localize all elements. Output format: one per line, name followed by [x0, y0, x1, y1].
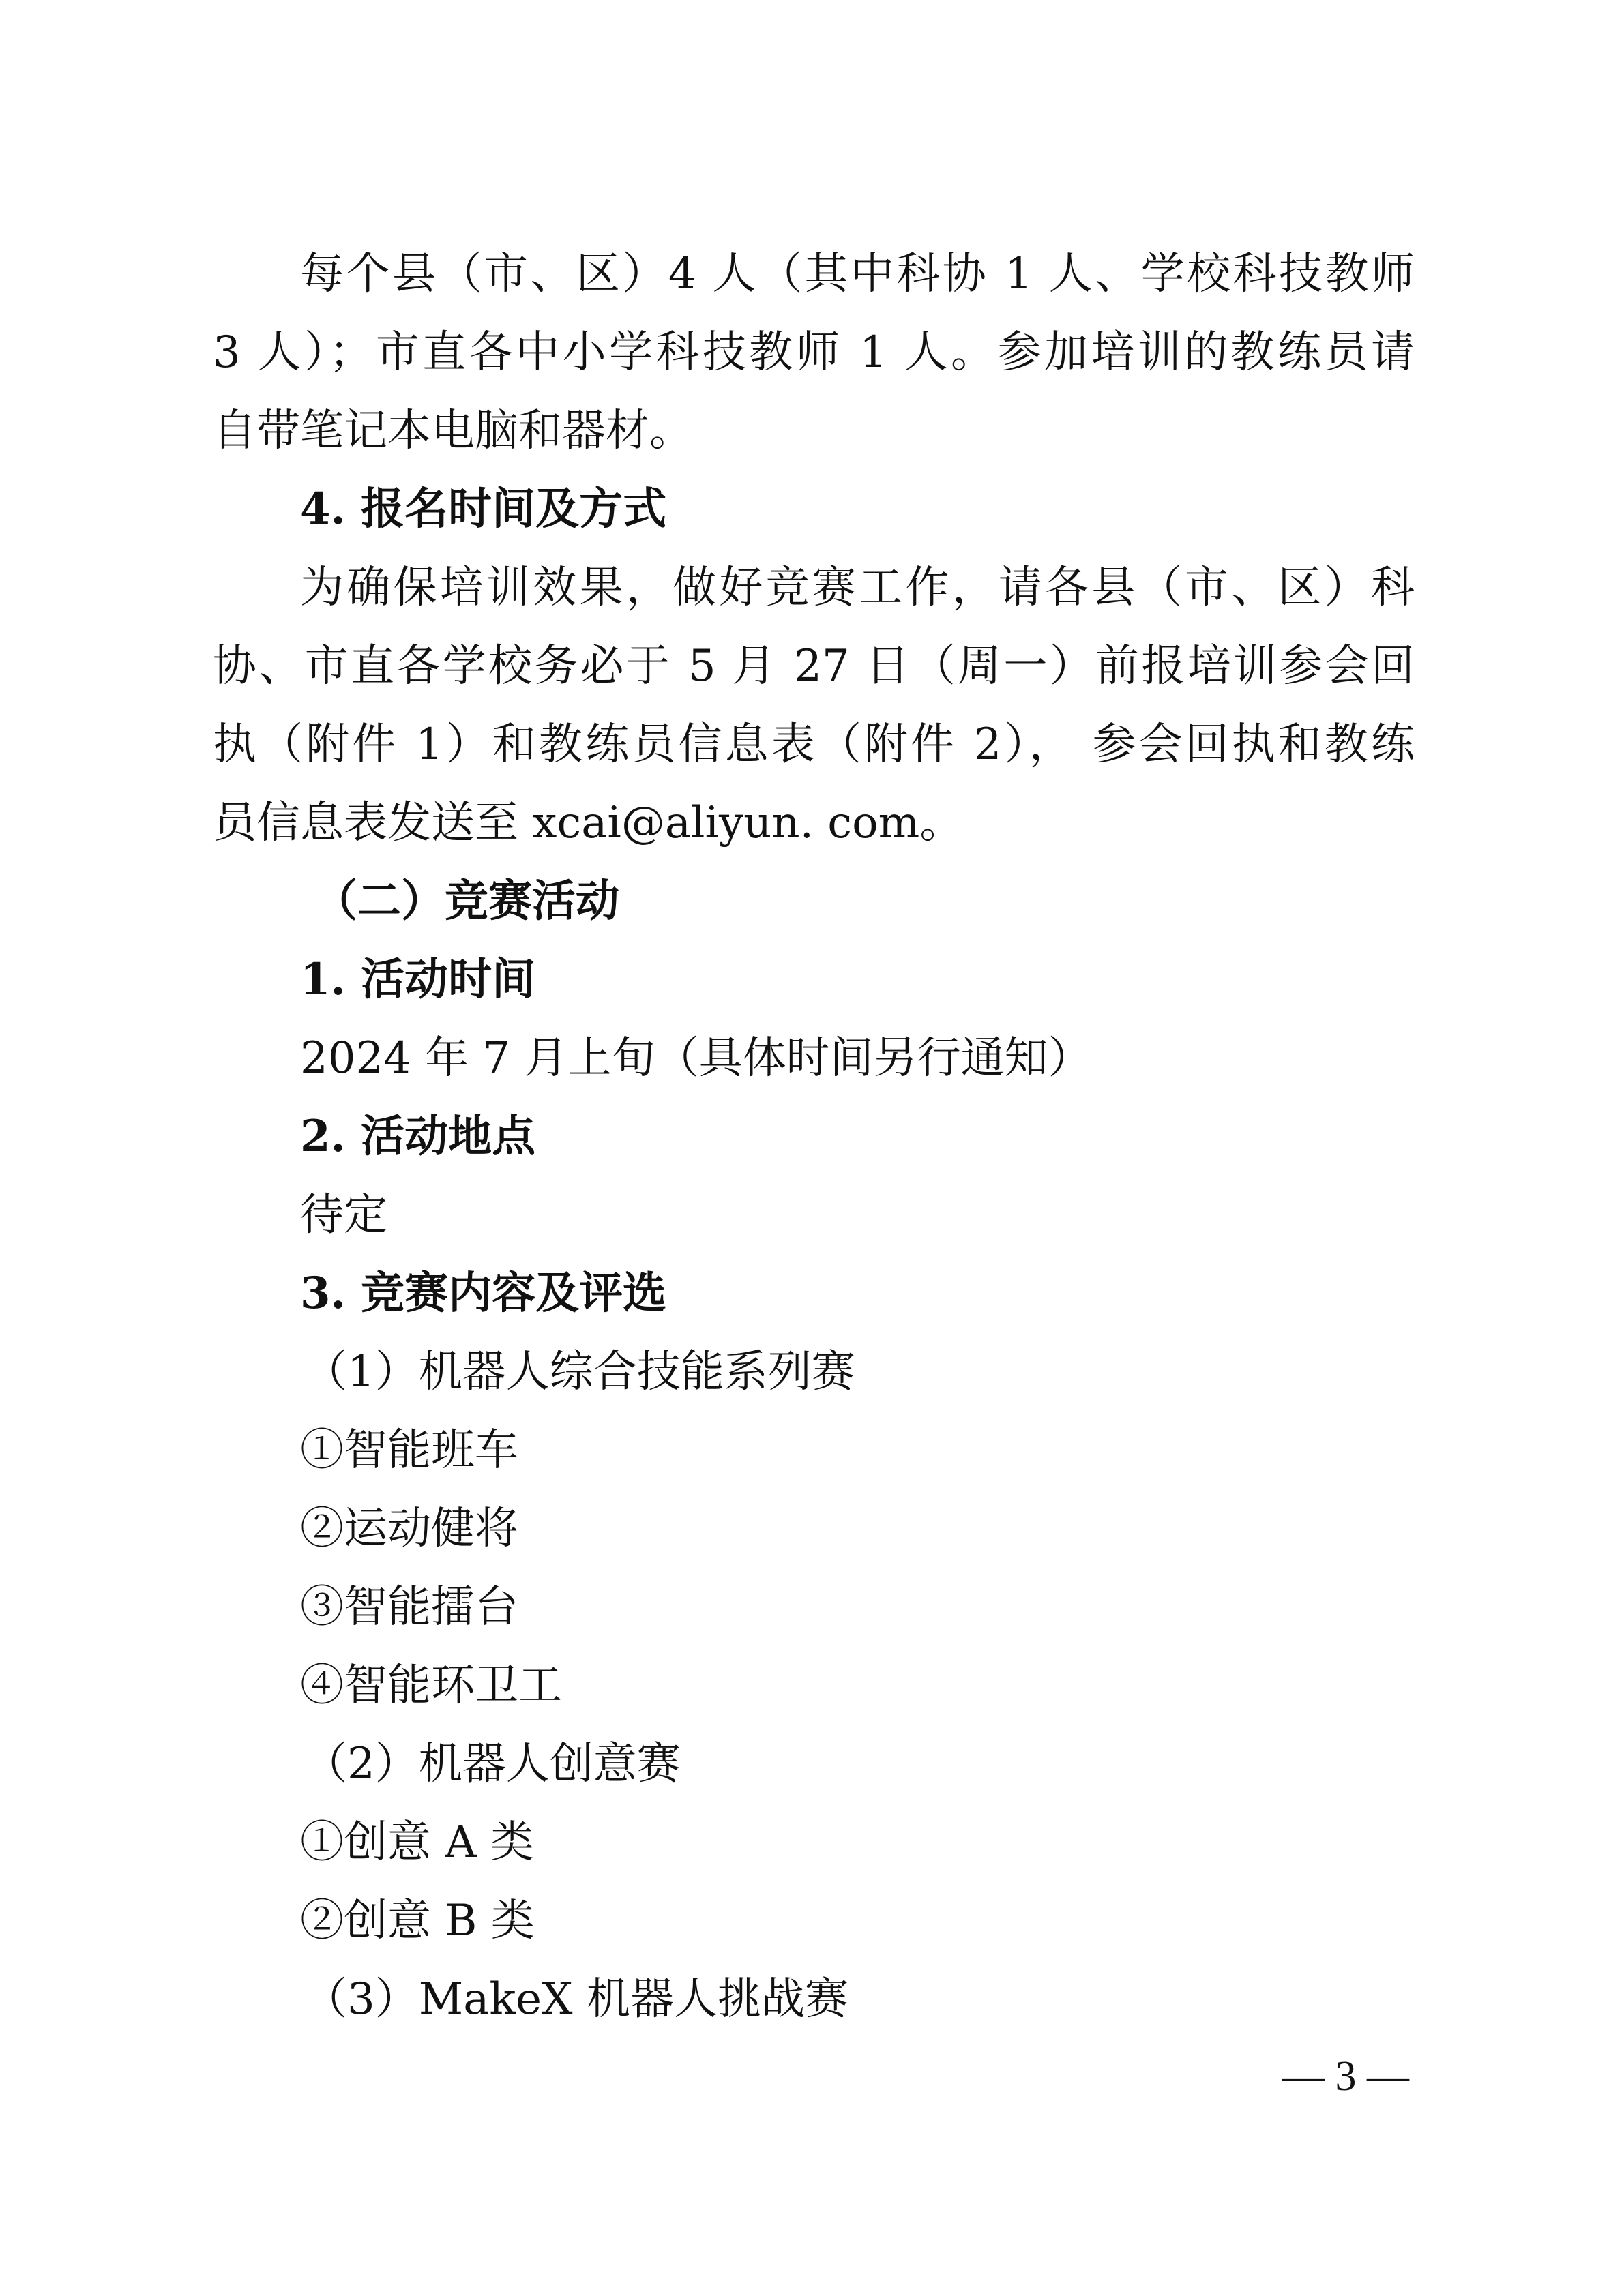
paragraph-line: 执（附件 1）和教练员信息表（附件 2）， 参会回执和教练 — [213, 719, 1415, 770]
page-number: — 3 — — [1282, 2053, 1409, 2100]
paragraph-line: 为确保培训效果，做好竞赛工作，请各县（市、区）科 — [300, 563, 1415, 613]
list-item: ②创意 B 类 — [300, 1896, 535, 1946]
paragraph-line: 待定 — [300, 1190, 387, 1240]
paragraph-line: 员信息表发送至 xcai@aliyun. com。 — [213, 798, 964, 848]
list-item: ①创意 A 类 — [300, 1817, 534, 1868]
paragraph-line: 2024 年 7 月上旬（具体时间另行通知） — [300, 1033, 1092, 1084]
list-item: ③智能擂台 — [300, 1582, 518, 1632]
paragraph-line: 协、市直各学校务必于 5 月 27 日（周一）前报培训参会回 — [213, 641, 1415, 691]
list-item: ④智能环卫工 — [300, 1660, 562, 1711]
list-item: （2）机器人创意赛 — [304, 1739, 681, 1789]
list-item: ①智能班车 — [300, 1425, 518, 1476]
paragraph-line: 每个县（市、区）4 人（其中科协 1 人、学校科技教师 — [300, 249, 1415, 299]
list-item: （1）机器人综合技能系列赛 — [304, 1347, 855, 1397]
list-item: （3）MakeX 机器人挑战赛 — [304, 1974, 848, 2025]
section-heading: 2. 活动地点 — [300, 1111, 536, 1162]
section-heading: （二）竞赛活动 — [314, 876, 619, 927]
list-item: ②运动健将 — [300, 1504, 518, 1554]
paragraph-line: 3 人）；市直各中小学科技教师 1 人。参加培训的教练员请 — [213, 327, 1415, 378]
section-heading: 1. 活动时间 — [300, 954, 536, 1005]
section-heading: 4. 报名时间及方式 — [300, 483, 667, 535]
paragraph-line: 自带笔记本电脑和器材。 — [213, 406, 693, 456]
section-heading: 3. 竞赛内容及评选 — [300, 1268, 667, 1319]
